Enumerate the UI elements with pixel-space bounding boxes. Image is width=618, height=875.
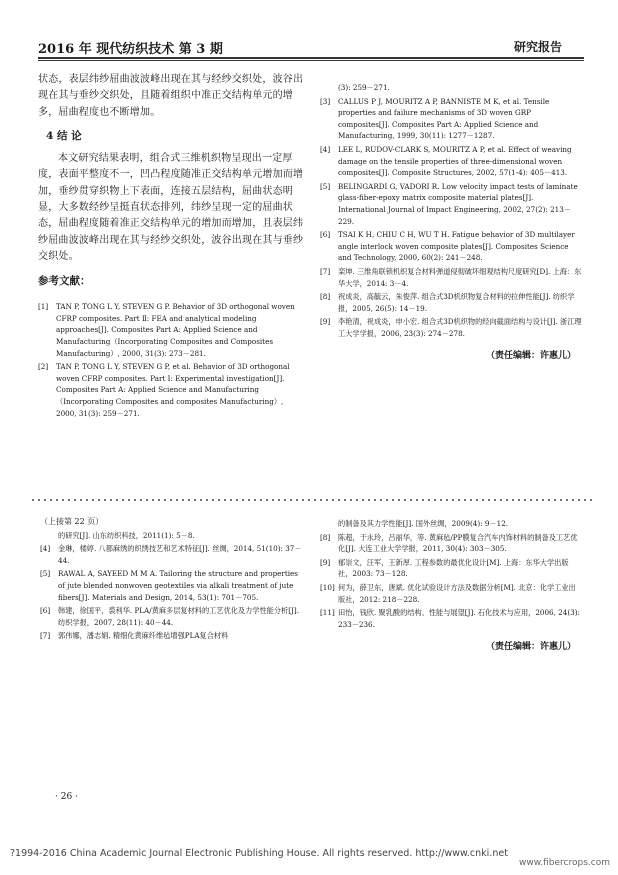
journal-header: 2016 年 现代纺织技术 第 3 期 [38,42,223,57]
reference-text: 栾坤. 三维角联锁机织复合材料弹道侵彻破坏细观结构尺度研究[D]. 上海：东华大学，2014: 3－4. [338,266,582,288]
reference-item [320,96,582,142]
reference-number [320,82,338,94]
reference-text: 陈超，于永玲，吕丽华，等. 黄麻毡/PP膜复合汽车内饰材料的制备及工艺优化[J]. 大连工业大学学报，2011, 30(4): 303－305. [338,532,578,554]
reference-item [320,82,582,94]
reference-item [40,543,306,566]
reference-text: TSAI K H, CHIU C H, WU T H. Fatigue behavior of 3D multilayer angle interlock woven composite plates[J]. Composites Science and Technology, 2000, 60(2): 241－248. [338,230,575,263]
reference-text: 田怡，钱欣. 聚乳酸的结构、性能与展望[J]. 石化技术与应用，2006, 24(3): 233－236. [338,608,580,629]
reference-text: BELINGARDI G, VADORI R. Low velocity impact tests of laminate glass-fiber-epoxy matrix composite material plates[J]. International Journal of Impact Engineering, 2002, 27(2): 213－229. [338,181,578,226]
editor-note: （责任编辑：许惠儿） [485,351,576,362]
reference-number: [5] [40,569,51,579]
header-rule [38,57,584,59]
reference-text: 金琳，楼婷. 八都麻绣的织绣技艺和艺术特征[J]. 丝绸，2014, 51(10): 37－44. [58,544,302,565]
reference-item [320,229,582,264]
reference-list [40,530,306,642]
reference-item [40,568,306,603]
continued-from: （上接第 22 页） [40,517,104,526]
reference-number: [3] [320,96,331,106]
reference-text: 郭伟娜，潘志娟. 精细化黄麻纤维毡增强PLA复合材料 [58,631,229,641]
lower-left-column [40,516,306,644]
reference-text: 何为，薛卫东，唐斌. 优化试验设计方法及数据分析[M]. 北京：化学工业出版社，2012: 218－228. [338,582,576,604]
watermark: www.fibercrops.com [519,858,610,868]
reference-text: LEE L, RUDOV-CLARK S, MOURITZ A P, et al. Effect of weaving damage on the tensile properties of three-dimensional woven composites[J]. Composite Structures, 2002, 57(1-4): 405－413. [338,144,572,178]
reference-number: [6] [320,230,331,240]
editor-note: （责任编辑：许惠儿） [485,642,576,653]
reference-text: 的研究[J]. 山东纺织科技，2011(1): 5－8. [58,530,195,540]
reference-item [320,316,582,339]
section-label: 研究报告 [513,40,562,54]
reference-list [38,301,306,419]
reference-text: 李艳清，祝成炎，申小宏. 组合式3D机织物的经向截面结构与设计[J]. 浙江理工大学学报，2006, 23(3): 274－278. [338,317,582,338]
reference-number: [10] [320,582,335,592]
reference-item [40,630,306,642]
reference-item [320,291,582,314]
references-title: 参考文献： [38,274,91,287]
reference-number: [11] [320,608,335,618]
reference-number: [4] [320,144,331,154]
reference-item [320,518,582,530]
section-separator [30,498,592,502]
reference-number: [5] [320,181,331,191]
reference-text: RAWAL A, SAYEED M M A. Tailoring the structure and properties of jute blended nonwoven geotextiles via alkali treatment of jute fibers[J]. Materials and Design, 2014, 53(1): 701－705. [58,569,298,602]
reference-text: TAN P, TONG L Y, STEVEN G P. Behavior of 3D orthogonal woven CFRP composites. Part Ⅱ: FEA and analytical modeling approaches[J]. Composites Part A: Applied Science and Manufacturing（Incorporating Composites and Composites Manufacturing）, 2000, 31(3): 273－281. [56,302,295,358]
reference-list [320,82,582,339]
reference-number: [7] [320,266,331,276]
reference-item [40,530,306,542]
reference-item [320,144,582,179]
paragraph: 状态，表层纬纱屈曲波波峰出现在其与经纱交织处，波谷出现在其与垂纱交织处，且随着组织中准正交结构单元的增多，屈曲程度也不断增加。 [38,74,304,118]
reference-item [38,301,306,359]
page-number: · 26 · [55,792,78,802]
reference-number: [9] [320,557,331,567]
reference-text: 郁崇文，汪军，王新厚. 工程参数的最优化设计[M]. 上海：东华大学出版社，2003: 73－128. [338,557,569,579]
reference-item [320,607,582,630]
reference-item [320,266,582,289]
reference-number: [2] [38,362,49,372]
reference-text: 祝成炎，高毓云，朱俊萍. 组合式3D机织物复合材料的拉伸性能[J]. 纺织学报，2005, 26(5): 14－19. [338,292,575,313]
upper-left-column [38,72,306,421]
conclusion-paragraph: 本文研究结果表明，组合式三维机织物呈现出一定厚度，表面平整度不一，凹凸程度随准正交结构单元增加而增加，垂纱贯穿织物上下表面，连接五层结构，屈曲状态明显，大多数经纱呈挺直状态排列，纬纱呈现一定的屈曲状态，屈曲程度随着准正交结构单元的增加而增加，且表层纬纱屈曲波波峰出现在其与经纱交织处，波谷出现在其与垂纱交织处。 [38,152,304,263]
reference-number: [4] [40,544,51,554]
reference-item [38,361,306,419]
reference-number: [1] [38,302,49,312]
reference-text: CALLUS P J, MOURITZ A P, BANNISTE M K, et al. Tensile properties and failure mechanisms of 3D woven GRP composites[J]. Composites Part A: Applied Science and Manufacturing, 1999, 30(11): 1277－1287. [338,96,550,141]
lower-right-column [320,518,582,654]
reference-number [40,530,58,542]
reference-item [320,557,582,580]
copyright-footer: ?1994-2016 China Academic Journal Electronic Publishing House. All rights reserved. http://www.cnki.net [10,848,508,859]
reference-text: (3): 259－271. [338,83,390,92]
reference-text: 韩建，徐国平，裘利华. PLA/黄麻多层复材料的工艺优化及力学性能分析[J]. 纺织学报，2007, 28(11): 40－44. [58,606,300,627]
reference-item [320,181,582,227]
reference-list [320,518,582,630]
upper-right-column [320,82,582,363]
reference-number: [6] [40,606,51,616]
reference-item [40,605,306,628]
reference-item [320,582,582,605]
reference-number [320,518,338,530]
header-rule-thin [38,60,584,61]
reference-number: [7] [40,631,51,641]
reference-number: [8] [320,532,331,542]
reference-number: [9] [320,317,331,327]
section-title: 4 结 论 [46,130,82,143]
reference-item [320,532,582,555]
reference-number: [8] [320,292,331,302]
reference-text: TAN P, TONG L Y, STEVEN G P, et al. Behavior of 3D orthogonal woven CFRP composites. Part Ⅰ: Experimental investigation[J]. Composites Part A: Applied Science and Manufacturing（Incorporating Composites and composites Manufacturing）, 2000, 31(3): 259－271. [56,362,290,418]
reference-text: 的制备及其力学性能[J]. 国外丝绸，2009(4): 9－12. [338,519,509,528]
